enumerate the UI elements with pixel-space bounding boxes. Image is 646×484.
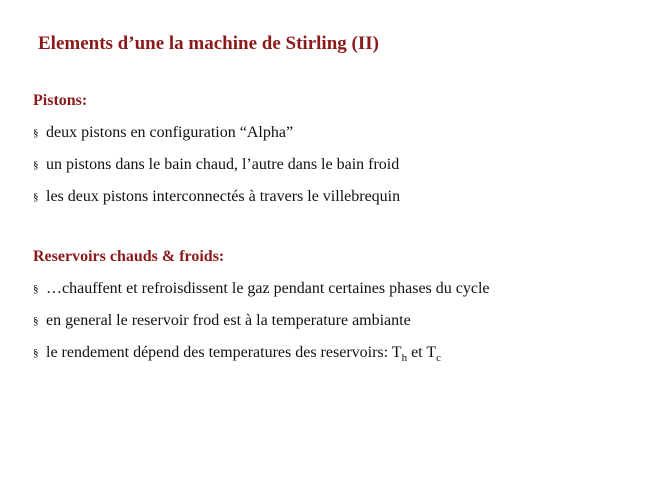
bullet-item: [33, 124, 293, 142]
bullet-text-middle: et T: [407, 344, 437, 361]
bullet-marker: §: [33, 283, 39, 295]
bullet-item: [33, 344, 441, 364]
section-heading-reservoirs: Reservoirs chauds & froids:: [33, 248, 225, 265]
subscript-h: h: [401, 352, 408, 364]
bullet-item: [33, 280, 490, 298]
bullet-marker: §: [33, 159, 39, 171]
bullet-marker: §: [33, 347, 39, 359]
bullet-marker: §: [33, 191, 39, 203]
subscript-c: c: [436, 352, 441, 364]
bullet-item: [33, 312, 411, 330]
slide-title: Elements d’une la machine de Stirling (II): [38, 33, 379, 54]
bullet-text: un pistons dans le bain chaud, l’autre dans le bain froid: [46, 156, 400, 173]
bullet-marker: §: [33, 315, 39, 327]
bullet-item: [33, 156, 399, 174]
bullet-text: deux pistons en configuration “Alpha”: [46, 124, 294, 141]
bullet-text: …chauffent et refroisdissent le gaz pendant certaines phases du cycle: [46, 280, 490, 297]
section-heading-pistons: Pistons:: [33, 92, 88, 109]
bullet-text: le rendement dépend des temperatures des reservoirs: T: [46, 344, 402, 361]
bullet-text: en general le reservoir frod est à la temperature ambiante: [46, 312, 411, 329]
bullet-text: les deux pistons interconnectés à travers le villebrequin: [46, 188, 401, 205]
bullet-item: [33, 188, 400, 206]
bullet-marker: §: [33, 127, 39, 139]
